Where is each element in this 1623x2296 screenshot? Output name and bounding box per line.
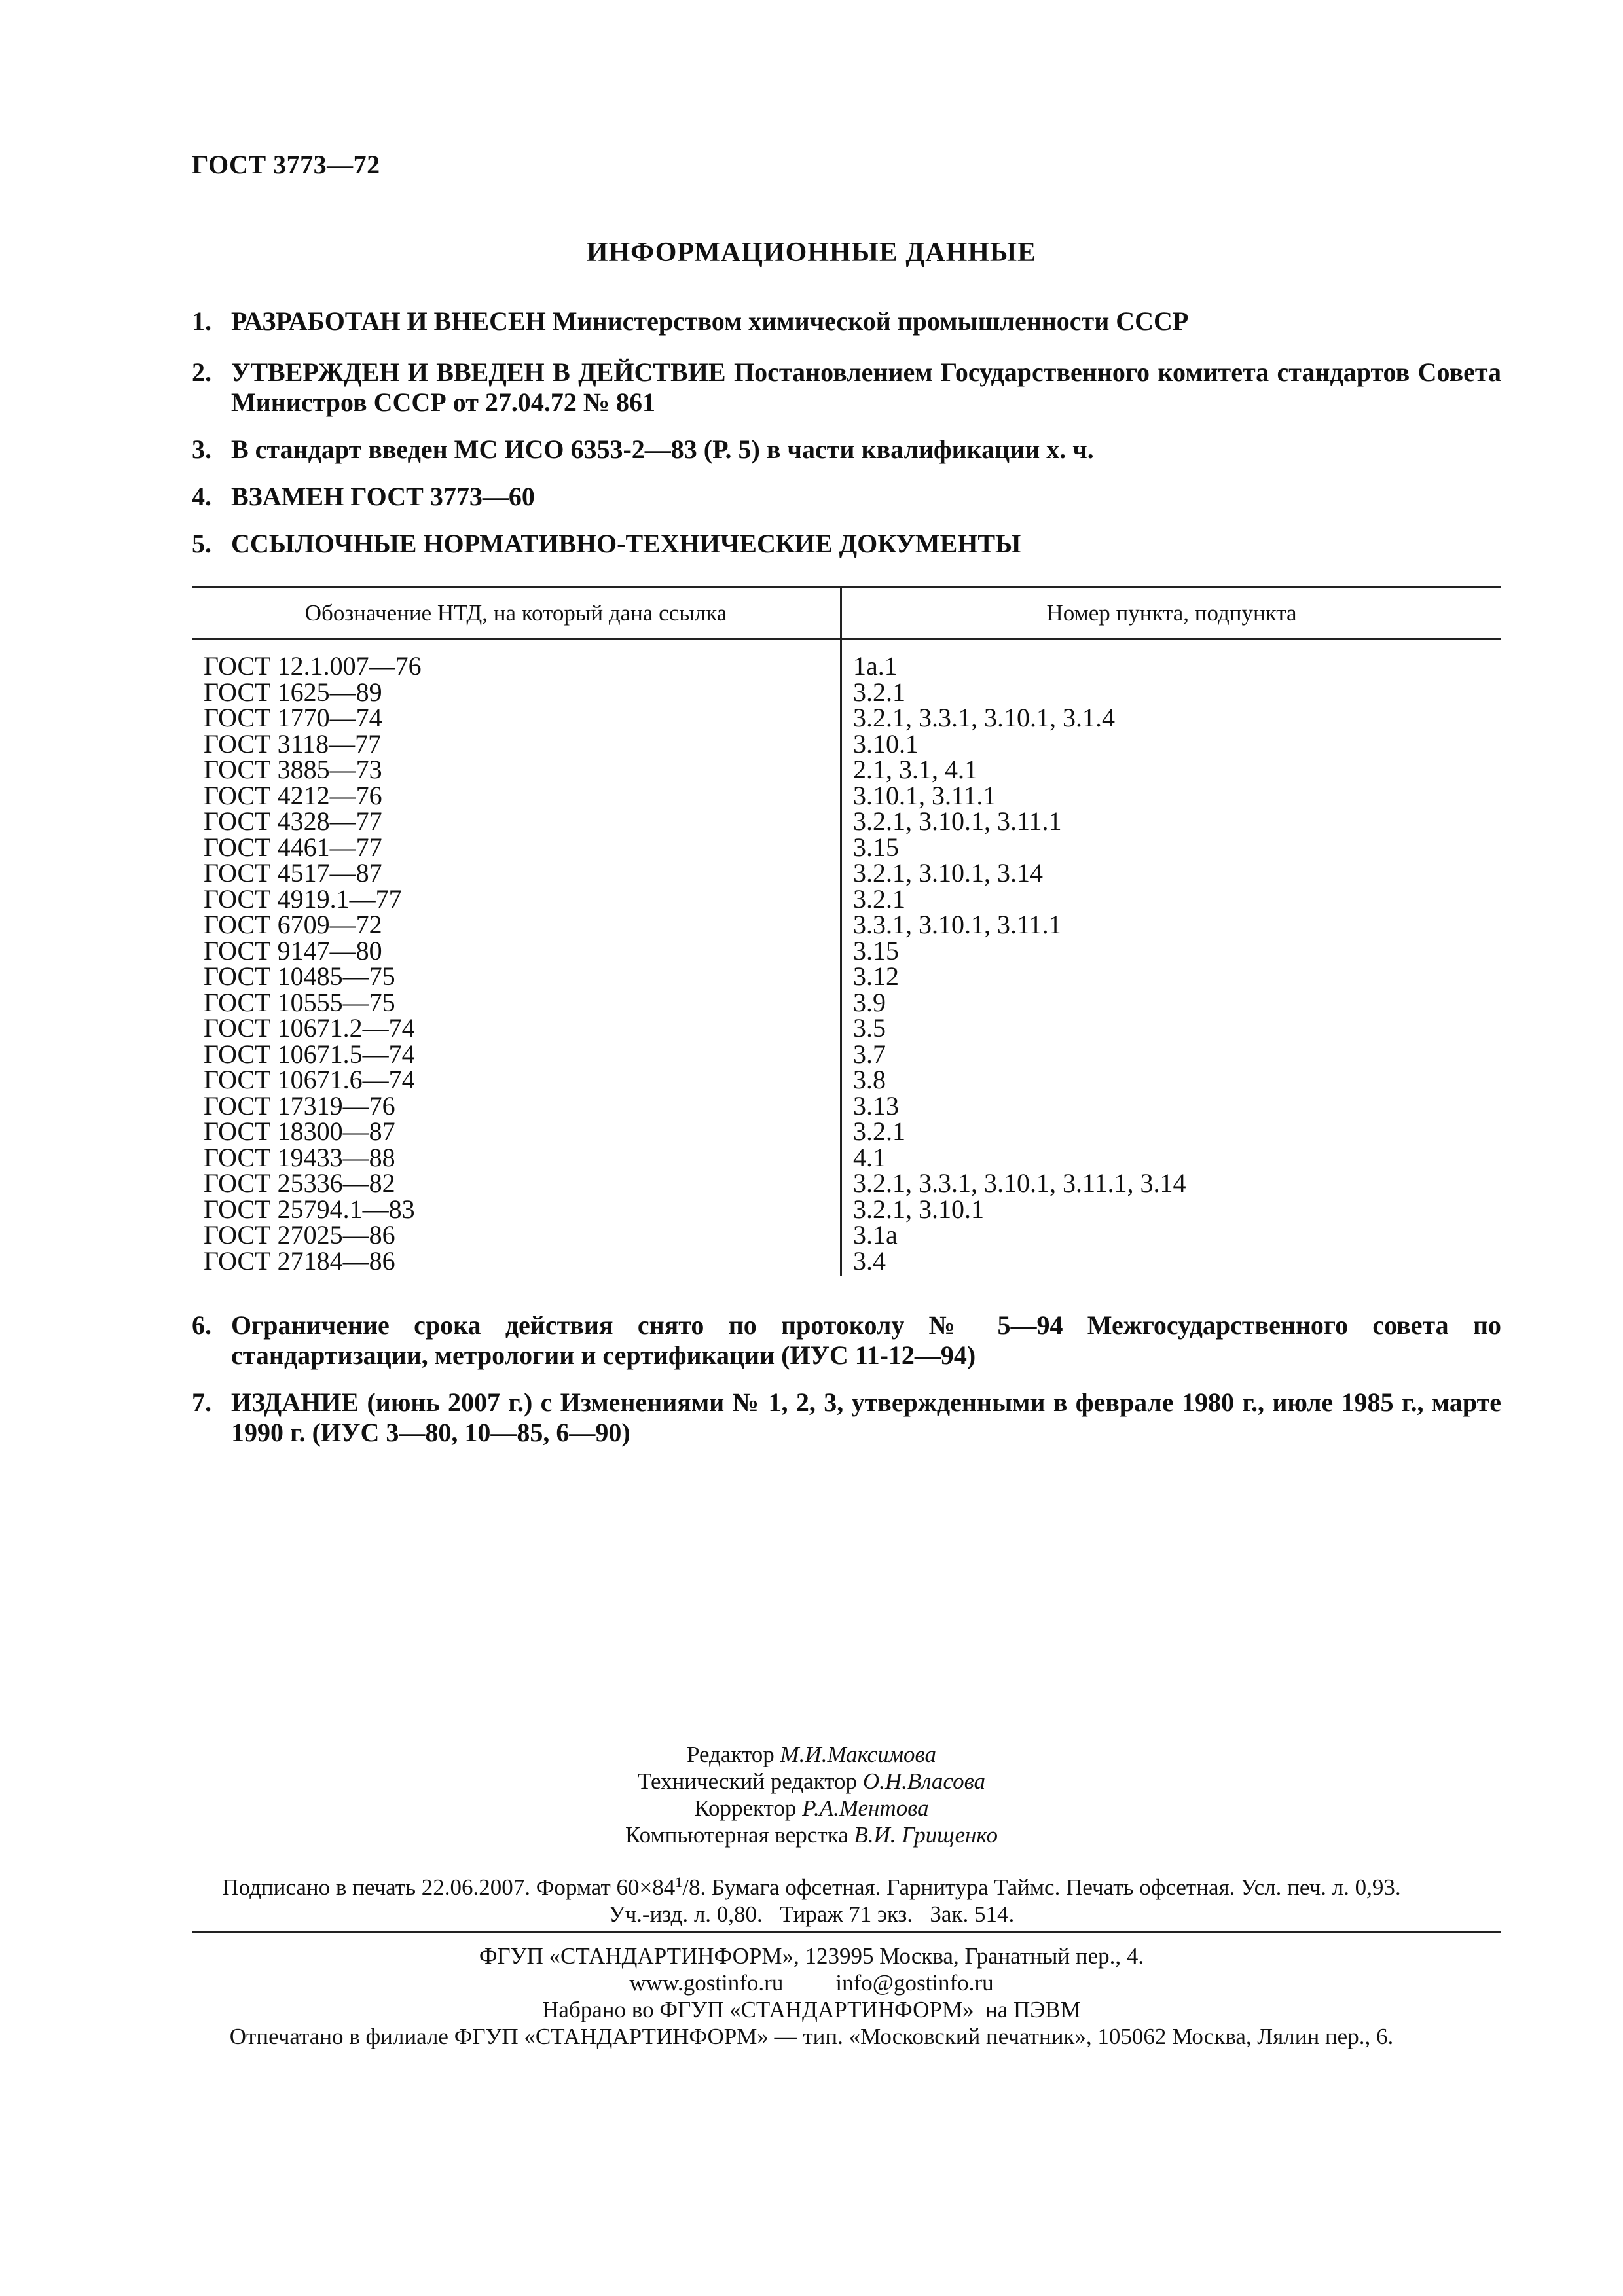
- footer-divider: [192, 1931, 1501, 1933]
- item-number: 6.: [192, 1310, 211, 1340]
- format-fraction-numerator: 1: [675, 1874, 683, 1890]
- table-cell-designation: ГОСТ 10671.5—74: [204, 1039, 415, 1069]
- table-cell-designation: ГОСТ 10671.2—74: [204, 1013, 415, 1043]
- table-top-rule: [192, 586, 1501, 588]
- table-cell-designation: ГОСТ 4461—77: [204, 832, 382, 862]
- list-item-1: [192, 306, 1501, 336]
- credit-name: Р.А.Ментова: [802, 1795, 929, 1821]
- table-cell-clause: 1а.1: [853, 651, 898, 681]
- table-cell-clause: 3.2.1, 3.10.1, 3.14: [853, 858, 1043, 888]
- list-item-3: [192, 435, 1501, 465]
- table-cell-designation: ГОСТ 3118—77: [204, 728, 382, 759]
- table-cell-designation: ГОСТ 10555—75: [204, 987, 395, 1017]
- table-cell-designation: ГОСТ 18300—87: [204, 1117, 395, 1146]
- format-fraction-denominator: /8: [682, 1874, 701, 1900]
- publisher-address: ФГУП «СТАНДАРТИНФОРМ», 123995 Москва, Гранатный пер., 4.: [479, 1943, 1144, 1969]
- table-header-designation: Обозначение НТД, на который дана ссылка: [304, 600, 727, 626]
- table-cell-designation: ГОСТ 12.1.007—76: [204, 651, 422, 681]
- table-column-clause: [853, 653, 1186, 1274]
- table-cell-designation: ГОСТ 9147—80: [204, 935, 382, 965]
- publisher-typeset: Набрано во ФГУП «СТАНДАРТИНФОРМ» на ПЭВМ: [542, 1997, 1081, 2022]
- table-cell-designation: ГОСТ 25794.1—83: [204, 1194, 415, 1224]
- table-cell-clause: 3.15: [853, 832, 899, 862]
- credit-role: Корректор: [694, 1795, 797, 1821]
- credit-name: М.И.Максимова: [780, 1742, 936, 1767]
- item-number: 7.: [192, 1388, 211, 1417]
- credit-role: Компьютерная верстка: [625, 1822, 848, 1848]
- table-cell-clause: 3.8: [853, 1065, 886, 1094]
- credit-line: [0, 1795, 1623, 1821]
- publisher-printed: Отпечатано в филиале ФГУП «СТАНДАРТИНФОРМ» — тип. «Московский печатник», 105062 Москва, Лялин пер., 6.: [229, 2024, 1394, 2049]
- list-item-7: [192, 1388, 1501, 1448]
- table-cell-clause: 2.1, 3.1, 4.1: [853, 755, 977, 784]
- item-text: (июнь 2007 г.) с Изменениями № 1, 2, 3, утвержденными в феврале 1980 г., июле 1985 г., марте 1990 г. (ИУС 3—80, 10—85, 6—90): [231, 1388, 1501, 1447]
- references-table: [192, 586, 1501, 1276]
- table-cell-designation: ГОСТ 10671.6—74: [204, 1065, 415, 1094]
- item-lead: УТВЕРЖДЕН И ВВЕДЕН В ДЕЙСТВИЕ: [231, 357, 726, 387]
- print-paper-text: . Бумага офсетная. Гарнитура Таймс. Печать офсетная. Усл. печ. л. 0,93.: [700, 1874, 1401, 1900]
- table-cell-clause: 4.1: [853, 1142, 886, 1172]
- publisher-website: www.gostinfo.ru: [629, 1970, 784, 1996]
- item-text: Постановлением Государственного комитета стандартов Совета Министров СССР от 27.04.72 № 861: [231, 357, 1501, 417]
- print-info: [0, 1869, 1623, 1928]
- table-column-designation: [204, 653, 422, 1274]
- table-cell-clause: 3.4: [853, 1246, 886, 1276]
- item-lead: ССЫЛОЧНЫЕ НОРМАТИВНО-ТЕХНИЧЕСКИЕ ДОКУМЕНТЫ: [231, 529, 1021, 558]
- table-cell-clause: 3.9: [853, 987, 886, 1017]
- document-code: ГОСТ 3773—72: [192, 150, 380, 179]
- table-cell-clause: 3.2.1, 3.3.1, 3.10.1, 3.11.1, 3.14: [853, 1168, 1186, 1198]
- item-number: 3.: [192, 435, 211, 464]
- table-cell-clause: 3.2.1, 3.3.1, 3.10.1, 3.1.4: [853, 703, 1115, 732]
- table-cell-designation: ГОСТ 4328—77: [204, 806, 382, 836]
- table-cell-clause: 3.2.1: [853, 884, 905, 914]
- table-header-rule: [192, 638, 1501, 640]
- table-cell-designation: ГОСТ 4517—87: [204, 858, 382, 888]
- table-cell-clause: 3.10.1: [853, 728, 919, 759]
- item-number: 1.: [192, 306, 211, 336]
- credit-role: Редактор: [686, 1742, 775, 1767]
- credit-name: О.Н.Власова: [862, 1768, 986, 1794]
- table-cell-clause: 3.2.1, 3.10.1, 3.11.1: [853, 806, 1062, 836]
- table-cell-clause: 3.13: [853, 1090, 899, 1121]
- table-cell-clause: 3.1а: [853, 1220, 898, 1249]
- print-format-text: Подписано в печать 22.06.2007. Формат 60×84: [222, 1874, 676, 1900]
- table-cell-clause: 3.10.1, 3.11.1: [853, 780, 996, 810]
- credit-role: Технический редактор: [637, 1768, 858, 1794]
- list-item-4: [192, 482, 1501, 512]
- item-text: Ограничение срока действия снято по протоколу № 5—94 Межгосударственного совета по стандартизации, метрологии и сертификации (ИУС 11-12—94): [231, 1310, 1501, 1370]
- item-lead: РАЗРАБОТАН И ВНЕСЕН: [231, 306, 546, 336]
- table-cell-designation: ГОСТ 17319—76: [204, 1090, 395, 1121]
- table-cell-designation: ГОСТ 3885—73: [204, 755, 382, 784]
- item-lead: ВЗАМЕН ГОСТ 3773—60: [231, 482, 535, 511]
- table-cell-clause: 3.3.1, 3.10.1, 3.11.1: [853, 910, 1062, 939]
- item-number: 2.: [192, 357, 211, 387]
- credit-line: [0, 1821, 1623, 1848]
- print-info-line1: [0, 1869, 1623, 1901]
- item-text: Министерством химической промышленности СССР: [545, 306, 1189, 336]
- page-title: ИНФОРМАЦИОННЫЕ ДАННЫЕ: [586, 238, 1037, 268]
- item-number: 4.: [192, 482, 211, 511]
- credits-block: [0, 1741, 1623, 1848]
- credit-line: [0, 1741, 1623, 1768]
- table-cell-designation: ГОСТ 25336—82: [204, 1168, 395, 1198]
- list-item-6: [192, 1310, 1501, 1371]
- table-cell-designation: ГОСТ 27184—86: [204, 1246, 395, 1276]
- table-cell-designation: ГОСТ 10485—75: [204, 961, 395, 991]
- table-cell-designation: ГОСТ 4919.1—77: [204, 884, 402, 914]
- table-cell-clause: 3.5: [853, 1013, 886, 1043]
- list-item-2: [192, 357, 1501, 418]
- publisher-email: info@gostinfo.ru: [835, 1970, 994, 1996]
- table-cell-clause: 3.2.1, 3.10.1: [853, 1194, 984, 1224]
- table-cell-designation: ГОСТ 1770—74: [204, 703, 382, 732]
- table-cell-clause: 3.2.1: [853, 1117, 905, 1146]
- table-cell-clause: 3.2.1: [853, 677, 905, 707]
- table-cell-clause: 3.15: [853, 935, 899, 965]
- item-lead: ИЗДАНИЕ: [231, 1388, 359, 1417]
- table-cell-designation: ГОСТ 6709—72: [204, 910, 382, 939]
- table-cell-designation: ГОСТ 1625—89: [204, 677, 382, 707]
- list-item-5: [192, 529, 1501, 559]
- table-column-divider: [840, 586, 842, 1276]
- item-number: 5.: [192, 529, 211, 558]
- table-header-clause: Номер пункта, подпункта: [1046, 600, 1297, 626]
- publisher-block: [0, 1943, 1623, 2050]
- item-text: В стандарт введен МС ИСО 6353-2—83 (Р. 5) в части квалификации х. ч.: [231, 435, 1094, 464]
- table-cell-designation: ГОСТ 27025—86: [204, 1220, 395, 1249]
- print-info-line2: Уч.-изд. л. 0,80. Тираж 71 экз. Зак. 514.: [608, 1901, 1015, 1927]
- table-cell-clause: 3.12: [853, 961, 899, 991]
- publisher-contacts: [0, 1969, 1623, 1996]
- table-cell-designation: ГОСТ 4212—76: [204, 780, 382, 810]
- table-cell-clause: 3.7: [853, 1039, 886, 1069]
- credit-name: В.И. Грищенко: [854, 1822, 998, 1848]
- table-cell-designation: ГОСТ 19433—88: [204, 1142, 395, 1172]
- credit-line: [0, 1768, 1623, 1795]
